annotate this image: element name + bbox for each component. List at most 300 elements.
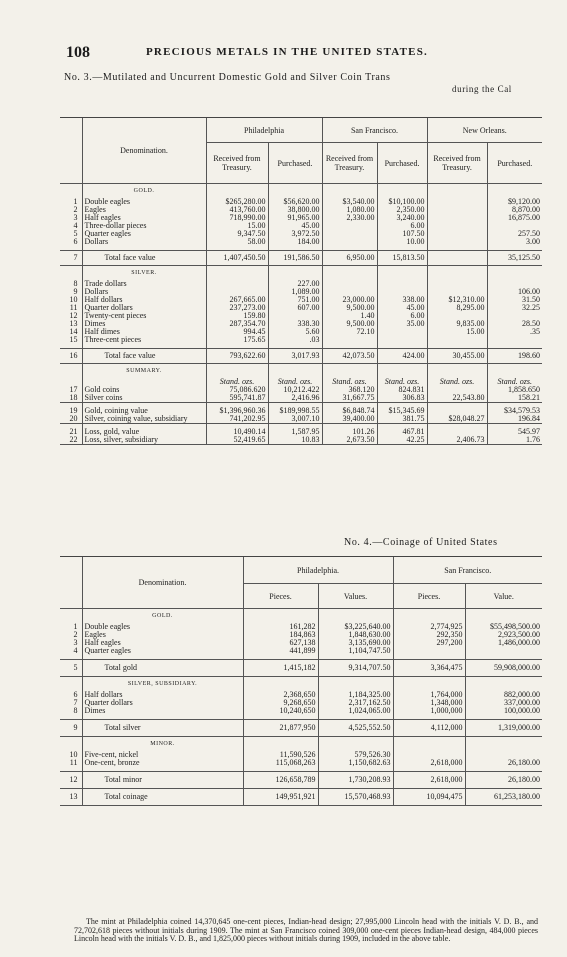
empty-cell <box>268 184 322 199</box>
value-cell: 58.00 <box>206 238 268 246</box>
table4-caption: No. 4.—Coinage of United States <box>344 537 498 548</box>
value-cell <box>377 288 427 296</box>
line-number: 13 <box>60 789 82 806</box>
section-heading: SILVER, SUBSIDIARY. <box>82 677 243 692</box>
row-label: Total face value <box>82 349 206 364</box>
value-cell: 191,586.50 <box>268 251 322 266</box>
value-cell: $15,345.69 <box>377 407 427 415</box>
empty-cell <box>465 677 542 692</box>
table-row <box>60 631 542 639</box>
value-cell: 267,665.00 <box>206 296 268 304</box>
value-cell: $28,048.27 <box>427 415 487 424</box>
value-cell <box>427 206 487 214</box>
empty-cell <box>393 609 465 624</box>
value-cell: 15.00 <box>206 222 268 230</box>
value-cell: 10,490.14 <box>206 428 268 436</box>
value-cell: 9,500.00 <box>322 320 377 328</box>
table-row <box>60 394 542 403</box>
value-cell: 424.00 <box>377 349 427 364</box>
empty-cell <box>268 266 322 281</box>
value-cell: 45.00 <box>268 222 322 230</box>
value-cell: 3,135,690.00 <box>318 639 393 647</box>
value-cell: 1,080.00 <box>322 206 377 214</box>
line-number: 7 <box>73 699 78 707</box>
value-cell: 1,587.95 <box>268 428 322 436</box>
value-cell: $12,310.00 <box>427 296 487 304</box>
value-cell: 15.00 <box>427 328 487 336</box>
empty-cell <box>487 364 542 379</box>
section-heading: SUMMARY. <box>82 364 206 379</box>
section-silver <box>60 266 542 281</box>
row-label: Total coinage <box>82 789 243 806</box>
value-cell: $56,620.00 <box>268 198 322 206</box>
empty-cell <box>427 184 487 199</box>
empty-cell <box>243 737 318 752</box>
value-cell <box>427 312 487 320</box>
empty-cell <box>322 266 377 281</box>
row-label: Half eagles <box>82 214 206 222</box>
line-number: 11 <box>69 759 78 767</box>
value-cell: 26,180.00 <box>465 772 542 789</box>
value-cell <box>465 751 542 759</box>
value-cell: 196.84 <box>487 415 542 424</box>
row-label: Total face value <box>82 251 206 266</box>
value-cell: 9,835.00 <box>427 320 487 328</box>
row-label: Twenty-cent pieces <box>82 312 206 320</box>
value-cell <box>427 336 487 344</box>
empty-cell <box>487 266 542 281</box>
value-cell: 1,415,182 <box>243 660 318 677</box>
value-cell: 61,253,180.00 <box>465 789 542 806</box>
t4-philadelphia-header: Philadelphia. <box>243 557 393 584</box>
value-cell: 9,314,707.50 <box>318 660 393 677</box>
table-row <box>60 349 542 364</box>
row-label: Three-cent pieces <box>82 336 206 344</box>
value-cell <box>322 288 377 296</box>
row-label: Loss, silver, subsidiary <box>82 436 206 445</box>
table-row <box>60 623 542 631</box>
t3-received-header: Received from Treasury. <box>322 143 377 184</box>
value-cell: 10,094,475 <box>393 789 465 806</box>
page-number: 108 <box>66 44 90 61</box>
row-label: Five-cent, nickel <box>82 751 243 759</box>
line-number <box>60 184 82 199</box>
value-cell: 9,500.00 <box>322 304 377 312</box>
value-cell: 338.30 <box>268 320 322 328</box>
value-cell: $6,848.74 <box>322 407 377 415</box>
running-head: PRECIOUS METALS IN THE UNITED STATES. <box>146 46 428 58</box>
row-label: Quarter dollars <box>82 304 206 312</box>
table-row <box>60 707 542 715</box>
row-label: Dollars <box>82 238 206 246</box>
section-minor <box>60 737 542 752</box>
table-row <box>60 251 542 266</box>
line-number: 11 <box>69 304 78 312</box>
table-row <box>60 312 542 320</box>
t3-received-header: Received from Treasury. <box>206 143 268 184</box>
line-number: 15 <box>69 336 78 344</box>
value-cell: 1,764,000 <box>393 691 465 699</box>
value-cell: $265,280.00 <box>206 198 268 206</box>
table-row <box>60 415 542 424</box>
empty-cell <box>465 737 542 752</box>
empty-cell <box>487 184 542 199</box>
value-cell: 627,138 <box>243 639 318 647</box>
value-cell <box>427 280 487 288</box>
value-cell: 9,347.50 <box>206 230 268 238</box>
value-cell: 161,282 <box>243 623 318 631</box>
table-row <box>60 751 542 759</box>
unit-label: Stand. ozs. <box>427 378 487 386</box>
line-number <box>60 609 82 624</box>
table-row <box>60 320 542 328</box>
line-number: 1 <box>73 623 78 631</box>
value-cell: 8,295.00 <box>427 304 487 312</box>
value-cell: 1,104,747.50 <box>318 647 393 655</box>
line-number: 5 <box>60 660 82 677</box>
value-cell <box>487 336 542 344</box>
value-cell: 751.00 <box>268 296 322 304</box>
value-cell: 1,184,325.00 <box>318 691 393 699</box>
value-cell: 3,240.00 <box>377 214 427 222</box>
row-label: Quarter eagles <box>82 647 243 655</box>
t4-value-header: Value. <box>465 584 542 609</box>
table-row <box>60 660 542 677</box>
value-cell <box>268 312 322 320</box>
section-gold <box>60 184 542 199</box>
value-cell: 467.81 <box>377 428 427 436</box>
value-cell: 15,813.50 <box>377 251 427 266</box>
t4-pieces-header: Pieces. <box>393 584 465 609</box>
line-number <box>60 677 82 692</box>
row-label: Dimes <box>82 320 206 328</box>
table-row <box>60 288 542 296</box>
value-cell: 338.00 <box>377 296 427 304</box>
value-cell: 306.83 <box>377 394 427 403</box>
value-cell: 1,319,000.00 <box>465 720 542 737</box>
value-cell: 882,000.00 <box>465 691 542 699</box>
value-cell: 1,024,065.00 <box>318 707 393 715</box>
value-cell: 2,673.50 <box>322 436 377 445</box>
value-cell: $1,396,960.36 <box>206 407 268 415</box>
section-silver-subsidiary <box>60 677 542 692</box>
t3-philadelphia-header: Philadelphia <box>206 118 322 143</box>
value-cell <box>322 222 377 230</box>
value-cell: 6.00 <box>377 222 427 230</box>
value-cell: 3,972.50 <box>268 230 322 238</box>
value-cell: 10,240,650 <box>243 707 318 715</box>
value-cell <box>377 336 427 344</box>
value-cell: 8,870.00 <box>487 206 542 214</box>
value-cell: 31,667.75 <box>322 394 377 403</box>
table-row <box>60 789 542 806</box>
row-label: Eagles <box>82 206 206 214</box>
line-number: 12 <box>60 772 82 789</box>
row-label: Silver coins <box>82 394 206 403</box>
value-cell: 2,350.00 <box>377 206 427 214</box>
row-label: Trade dollars <box>82 280 206 288</box>
table3-caption-cont: during the Cal <box>452 84 512 94</box>
value-cell <box>427 238 487 246</box>
value-cell <box>427 198 487 206</box>
line-number: 3 <box>73 214 78 222</box>
t4-pieces-header: Pieces. <box>243 584 318 609</box>
value-cell: 10,212.422 <box>268 386 322 394</box>
value-cell: 158.21 <box>487 394 542 403</box>
t3-purchased-header: Purchased. <box>377 143 427 184</box>
value-cell: 3,017.93 <box>268 349 322 364</box>
row-label: Half dimes <box>82 328 206 336</box>
table-row <box>60 230 542 238</box>
table-row <box>60 699 542 707</box>
empty-cell <box>393 737 465 752</box>
value-cell: 9,268,650 <box>243 699 318 707</box>
value-cell: 1.76 <box>487 436 542 445</box>
line-number: 1 <box>73 198 78 206</box>
unit-label: Stand. ozs. <box>268 378 322 386</box>
row-label: Eagles <box>82 631 243 639</box>
table-row <box>60 639 542 647</box>
value-cell: 1,407,450.50 <box>206 251 268 266</box>
table-row <box>60 198 542 206</box>
empty-cell <box>465 609 542 624</box>
value-cell: 287,354.70 <box>206 320 268 328</box>
row-label: Double eagles <box>82 198 206 206</box>
line-number <box>60 378 82 386</box>
value-cell: 2,406.73 <box>427 436 487 445</box>
table-row <box>60 428 542 436</box>
row-label: Dollars <box>82 288 206 296</box>
value-cell: 159.80 <box>206 312 268 320</box>
value-cell: 32.25 <box>487 304 542 312</box>
empty-cell <box>322 364 377 379</box>
table-row <box>60 691 542 699</box>
value-cell <box>487 312 542 320</box>
row-label: Half dollars <box>82 296 206 304</box>
value-cell: .03 <box>268 336 322 344</box>
value-cell: 175.65 <box>206 336 268 344</box>
table-row <box>60 280 542 288</box>
value-cell: 413,760.00 <box>206 206 268 214</box>
table-row <box>60 328 542 336</box>
empty-cell <box>377 364 427 379</box>
table-row <box>60 647 542 655</box>
value-cell: 381.75 <box>377 415 427 424</box>
value-cell: 337,000.00 <box>465 699 542 707</box>
line-number: 17 <box>69 386 78 394</box>
empty-cell <box>206 184 268 199</box>
value-cell: 42.25 <box>377 436 427 445</box>
value-cell: 28.50 <box>487 320 542 328</box>
t4-denomination-header: Denomination. <box>82 557 243 609</box>
value-cell: 607.00 <box>268 304 322 312</box>
value-cell: $189,998.55 <box>268 407 322 415</box>
row-label: Quarter dollars <box>82 699 243 707</box>
line-number: 22 <box>60 436 82 445</box>
table-row <box>60 759 542 767</box>
value-cell: 2,923,500.00 <box>465 631 542 639</box>
value-cell: 1,348,000 <box>393 699 465 707</box>
value-cell: 4,112,000 <box>393 720 465 737</box>
line-number: 4 <box>73 222 78 230</box>
units-row <box>60 378 542 386</box>
value-cell: 149,951,921 <box>243 789 318 806</box>
line-number: 2 <box>73 206 78 214</box>
line-number: 9 <box>60 720 82 737</box>
value-cell: 2,618,000 <box>393 772 465 789</box>
unit-label: Stand. ozs. <box>487 378 542 386</box>
line-number: 4 <box>73 647 78 655</box>
table-row <box>60 386 542 394</box>
line-number: 12 <box>69 312 78 320</box>
value-cell: 5.60 <box>268 328 322 336</box>
table3-caption: No. 3.—Mutilated and Uncurrent Domestic Gold and Silver Coin Trans <box>64 72 391 83</box>
value-cell: 26,180.00 <box>465 759 542 767</box>
empty-cell <box>427 266 487 281</box>
value-cell: 107.50 <box>377 230 427 238</box>
table3 <box>60 117 542 445</box>
value-cell: 2,416.96 <box>268 394 322 403</box>
value-cell: 100,000.00 <box>465 707 542 715</box>
line-number: 19 <box>69 407 78 415</box>
row-label: Three-dollar pieces <box>82 222 206 230</box>
line-number: 3 <box>73 639 78 647</box>
row-label: One-cent, bronze <box>82 759 243 767</box>
value-cell: 3,007.10 <box>268 415 322 424</box>
table-row <box>60 222 542 230</box>
t3-received-header: Received from Treasury. <box>427 143 487 184</box>
value-cell <box>465 647 542 655</box>
row-label: Silver, coining value, subsidiary <box>82 415 206 424</box>
t3-new-orleans-header: New Orleans. <box>427 118 542 143</box>
section-summary <box>60 364 542 379</box>
value-cell <box>427 251 487 266</box>
line-number: 5 <box>73 230 78 238</box>
row-label: Gold, coining value <box>82 407 206 415</box>
t3-denomination-header: Denomination. <box>82 118 206 184</box>
unit-label: Stand. ozs. <box>322 378 377 386</box>
table-row <box>60 407 542 415</box>
value-cell: 39,400.00 <box>322 415 377 424</box>
unit-label: Stand. ozs. <box>377 378 427 386</box>
t3-san-francisco-header: San Francisco. <box>322 118 427 143</box>
value-cell: 10.83 <box>268 436 322 445</box>
row-label: Gold coins <box>82 386 206 394</box>
value-cell <box>322 238 377 246</box>
value-cell: 198.60 <box>487 349 542 364</box>
value-cell <box>322 280 377 288</box>
value-cell <box>487 280 542 288</box>
value-cell <box>377 280 427 288</box>
line-number: 10 <box>69 751 78 759</box>
table-row <box>60 336 542 344</box>
section-gold <box>60 609 542 624</box>
line-number: 14 <box>69 328 78 336</box>
value-cell: 31.50 <box>487 296 542 304</box>
section-heading: MINOR. <box>82 737 243 752</box>
table-row <box>60 720 542 737</box>
value-cell: 22,543.80 <box>427 394 487 403</box>
value-cell <box>393 647 465 655</box>
line-number: 6 <box>73 238 78 246</box>
empty-cell <box>322 184 377 199</box>
line-number: 8 <box>73 280 78 288</box>
empty-cell <box>318 737 393 752</box>
empty-cell <box>393 677 465 692</box>
empty-cell <box>318 677 393 692</box>
row-label: Quarter eagles <box>82 230 206 238</box>
value-cell <box>427 222 487 230</box>
table-row <box>60 304 542 312</box>
empty-cell <box>243 677 318 692</box>
table4 <box>60 556 542 806</box>
row-label: Double eagles <box>82 623 243 631</box>
value-cell: 793,622.60 <box>206 349 268 364</box>
section-heading: SILVER. <box>82 266 206 281</box>
value-cell: 101.26 <box>322 428 377 436</box>
value-cell: 579,526.30 <box>318 751 393 759</box>
table-row <box>60 436 542 445</box>
value-cell <box>393 751 465 759</box>
empty-cell <box>427 364 487 379</box>
empty-cell <box>243 609 318 624</box>
table-row <box>60 214 542 222</box>
value-cell: $10,100.00 <box>377 198 427 206</box>
value-cell: 6,950.00 <box>322 251 377 266</box>
line-number: 6 <box>73 691 78 699</box>
value-cell: 30,455.00 <box>427 349 487 364</box>
t4-values-header: Values. <box>318 584 393 609</box>
value-cell: 1,486,000.00 <box>465 639 542 647</box>
section-heading: GOLD. <box>82 184 206 199</box>
t3-purchased-header: Purchased. <box>487 143 542 184</box>
value-cell: $34,579.53 <box>487 407 542 415</box>
empty-cell <box>268 364 322 379</box>
value-cell: 45.00 <box>377 304 427 312</box>
value-cell: 184.00 <box>268 238 322 246</box>
value-cell: 237,273.00 <box>206 304 268 312</box>
unit-label: Stand. ozs. <box>206 378 268 386</box>
value-cell <box>427 214 487 222</box>
value-cell <box>322 230 377 238</box>
line-number: 20 <box>60 415 82 424</box>
value-cell: 824.831 <box>377 386 427 394</box>
footnote: The mint at Philadelphia coined 14,370,645 one-cent pieces, Indian-head design; 27,995,000 Lincoln head with the initials V. D. B., and 72,702,618 pieces without initials during 1909. The mint at San Francisco coined 309,000 one-cent pieces Indian-head design, 484,000 pieces Lincoln head with the initials V. D. B., and 1,825,000 pieces without initials during 1909, included in the above table. <box>74 917 538 943</box>
value-cell: 21,877,950 <box>243 720 318 737</box>
value-cell <box>427 288 487 296</box>
value-cell: $3,225,640.00 <box>318 623 393 631</box>
line-number: 21 <box>69 428 78 436</box>
value-cell: 595,741.87 <box>206 394 268 403</box>
line-number: 2 <box>73 631 78 639</box>
table-row <box>60 772 542 789</box>
value-cell: 2,618,000 <box>393 759 465 767</box>
value-cell <box>206 288 268 296</box>
empty-cell <box>206 266 268 281</box>
value-cell <box>427 407 487 415</box>
row-label: Half eagles <box>82 639 243 647</box>
value-cell <box>427 386 487 394</box>
table-row <box>60 238 542 246</box>
value-cell: 126,658,789 <box>243 772 318 789</box>
line-number: 9 <box>73 288 78 296</box>
value-cell: 35.00 <box>377 320 427 328</box>
line-number: 18 <box>60 394 82 403</box>
value-cell: 1,150,682.63 <box>318 759 393 767</box>
line-number: 7 <box>60 251 82 266</box>
value-cell: 292,350 <box>393 631 465 639</box>
value-cell: 2,774,925 <box>393 623 465 631</box>
